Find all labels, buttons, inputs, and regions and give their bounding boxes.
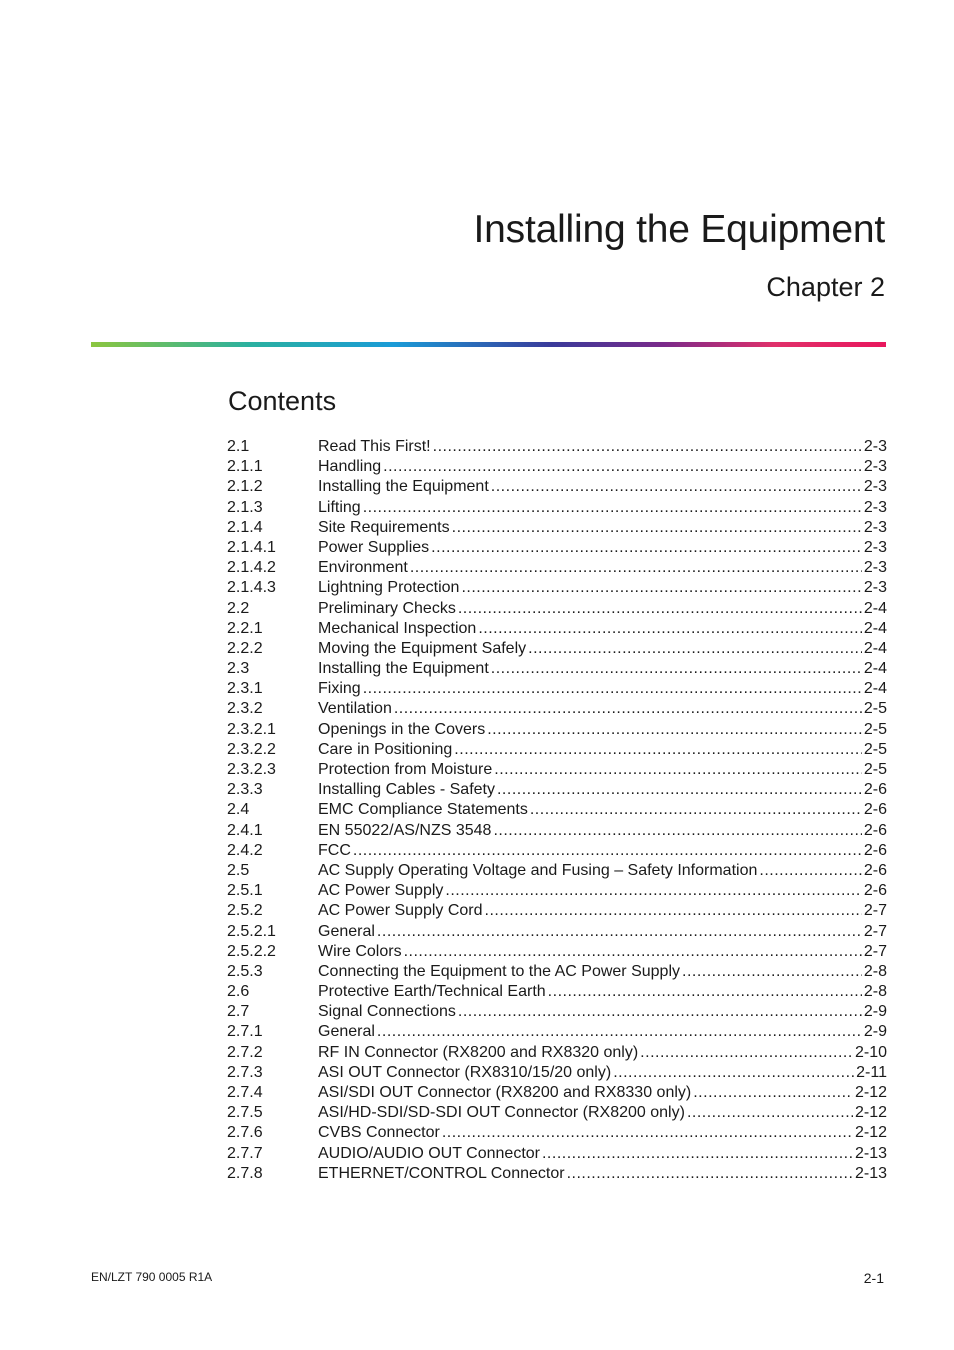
- toc-entry[interactable]: [227, 1144, 887, 1164]
- toc-entry-title: Moving the Equipment Safely: [318, 639, 527, 657]
- toc-entry-title: AC Power Supply Cord: [318, 902, 483, 920]
- toc-entry-page: 2-4: [863, 660, 887, 678]
- toc-dot-leader: [548, 982, 862, 1002]
- toc-entry-title: General: [318, 1023, 375, 1041]
- toc-entry-number: 2.3.2.3: [227, 761, 276, 778]
- toc-entry-title: ASI/HD-SDI/SD-SDI OUT Connector (RX8200 only): [318, 1104, 685, 1122]
- toc-entry-number: 2.1.3: [227, 498, 263, 516]
- toc-dot-leader: [494, 760, 862, 780]
- toc-entry-number: 2.2: [227, 599, 250, 617]
- toc-entry-title: Read This First!: [318, 438, 431, 455]
- toc-entry-title: Mechanical Inspection: [318, 619, 477, 637]
- toc-entry-title: Lifting: [318, 498, 361, 516]
- toc-entry-number: 2.3: [227, 660, 250, 678]
- toc-entry[interactable]: [227, 1164, 887, 1184]
- toc-dot-leader: [487, 720, 862, 740]
- toc-entry-page: 2-6: [863, 801, 887, 819]
- toc-entry-number: 2.5.2.2: [227, 942, 276, 960]
- toc-entry-number: 2.3.2.2: [227, 740, 276, 758]
- toc-entry-title: Protective Earth/Technical Earth: [318, 983, 546, 1001]
- toc-entry-page: 2-4: [863, 599, 887, 617]
- chapter-label: Chapter 2: [766, 272, 885, 302]
- toc-entry-page: 2-3: [863, 438, 887, 455]
- toc-entry-number: 2.7.1: [227, 1023, 263, 1041]
- toc-entry[interactable]: [227, 982, 887, 1002]
- page-title: Installing the Equipment: [473, 208, 885, 251]
- toc-entry-page: 2-4: [863, 680, 887, 698]
- toc-entry-title: Preliminary Checks: [318, 599, 456, 617]
- toc-entry-number: 2.7.6: [227, 1124, 263, 1142]
- toc-dot-leader: [454, 740, 862, 760]
- toc-dot-leader: [452, 518, 862, 538]
- toc-dot-leader: [542, 1144, 853, 1164]
- toc-entry[interactable]: [227, 437, 887, 457]
- toc-dot-leader: [458, 599, 862, 619]
- toc-dot-leader: [461, 578, 861, 598]
- toc-entry[interactable]: [227, 942, 887, 962]
- toc-entry-number: 2.6: [227, 983, 250, 1001]
- toc-entry-page: 2-12: [854, 1084, 887, 1101]
- toc-entry-title: AC Supply Operating Voltage and Fusing – Safety Information: [318, 861, 758, 879]
- toc-entry-number: 2.7.2: [227, 1043, 263, 1061]
- toc-entry-title: Signal Connections: [318, 1003, 456, 1021]
- toc-entry[interactable]: [227, 780, 887, 800]
- toc-dot-leader: [497, 780, 862, 800]
- toc-entry[interactable]: [227, 740, 887, 760]
- toc-entry[interactable]: [227, 720, 887, 740]
- toc-entry-number: 2.5.1: [227, 882, 263, 900]
- toc-entry[interactable]: [227, 477, 887, 497]
- toc-entry-number: 2.3.2.1: [227, 720, 276, 738]
- toc-entry[interactable]: [227, 1043, 887, 1063]
- toc-dot-leader: [613, 1063, 854, 1083]
- toc-entry-title: Installing the Equipment: [318, 660, 489, 678]
- toc-entry-title: Wire Colors: [318, 942, 402, 960]
- toc-entry-page: 2-7: [863, 902, 887, 920]
- toc-entry-title: Site Requirements: [318, 518, 450, 536]
- toc-dot-leader: [383, 457, 862, 477]
- toc-entry-page: 2-4: [863, 619, 887, 637]
- toc-entry-page: 2-7: [863, 922, 887, 940]
- toc-entry-title: General: [318, 922, 375, 940]
- document-number: EN/LZT 790 0005 R1A: [91, 1270, 213, 1284]
- toc-entry[interactable]: [227, 1083, 887, 1103]
- toc-dot-leader: [377, 922, 862, 942]
- toc-entry-number: 2.5.2.1: [227, 922, 276, 940]
- toc-dot-leader: [433, 437, 862, 457]
- toc-dot-leader: [377, 1022, 862, 1042]
- page-number: 2-1: [863, 1270, 884, 1286]
- toc-entry-page: 2-3: [863, 498, 887, 516]
- toc-entry[interactable]: [227, 1002, 887, 1022]
- toc-entry-page: 2-9: [863, 1023, 887, 1041]
- toc-entry-number: 2.2.1: [227, 619, 263, 637]
- toc-entry-number: 2.4.1: [227, 821, 263, 839]
- toc-entry-title: Lightning Protection: [318, 579, 460, 597]
- toc-entry[interactable]: [227, 821, 887, 841]
- toc-entry-page: 2-6: [863, 841, 887, 859]
- toc-entry-page: 2-6: [863, 821, 887, 839]
- toc-entry-number: 2.5.2: [227, 902, 263, 920]
- toc-entry[interactable]: [227, 962, 887, 982]
- toc-entry-number: 2.7.7: [227, 1144, 263, 1162]
- toc-entry[interactable]: [227, 659, 887, 679]
- toc-entry-number: 2.1.1: [227, 458, 263, 476]
- toc-entry-number: 2.7.5: [227, 1104, 263, 1122]
- toc-entry-title: Protection from Moisture: [318, 761, 493, 778]
- toc-entry-title: Fixing: [318, 680, 361, 698]
- toc-entry-title: ASI/SDI OUT Connector (RX8200 and RX8330 only): [318, 1084, 692, 1101]
- toc-entry[interactable]: [227, 1103, 887, 1123]
- toc-entry-title: Installing Cables - Safety: [318, 781, 495, 799]
- toc-dot-leader: [491, 477, 862, 497]
- toc-entry-number: 2.3.2: [227, 700, 263, 718]
- toc-dot-leader: [353, 841, 862, 861]
- toc-dot-leader: [640, 1043, 853, 1063]
- toc-entry-page: 2-5: [863, 700, 887, 718]
- toc-entry-page: 2-5: [863, 761, 887, 778]
- toc-entry-page: 2-3: [863, 559, 887, 577]
- toc-entry[interactable]: [227, 841, 887, 861]
- toc-entry-page: 2-5: [863, 720, 887, 738]
- toc-dot-leader: [759, 861, 862, 881]
- toc-entry[interactable]: [227, 699, 887, 719]
- toc-entry-page: 2-3: [863, 538, 887, 556]
- toc-entry-title: AC Power Supply: [318, 882, 444, 900]
- toc-entry-number: 2.7.4: [227, 1084, 263, 1101]
- toc-entry-title: FCC: [318, 841, 351, 859]
- toc-entry-page: 2-13: [854, 1144, 887, 1162]
- toc-entry[interactable]: [227, 498, 887, 518]
- toc-entry-title: Connecting the Equipment to the AC Power Supply: [318, 962, 680, 980]
- toc-entry-page: 2-5: [863, 740, 887, 758]
- toc-entry[interactable]: [227, 1063, 887, 1083]
- toc-entry-title: Installing the Equipment: [318, 478, 489, 496]
- toc-entry[interactable]: [227, 922, 887, 942]
- contents-heading: Contents: [228, 386, 337, 416]
- toc-entry[interactable]: [227, 619, 887, 639]
- toc-entry-title: AUDIO/AUDIO OUT Connector: [318, 1144, 540, 1162]
- toc-entry[interactable]: [227, 538, 887, 558]
- toc-entry-title: Openings in the Covers: [318, 720, 486, 738]
- toc-entry-title: Care in Positioning: [318, 740, 453, 758]
- toc-entry[interactable]: [227, 639, 887, 659]
- toc-entry-title: CVBS Connector: [318, 1124, 440, 1142]
- gradient-divider: [91, 342, 886, 347]
- toc-entry-number: 2.5.3: [227, 962, 263, 980]
- toc-entry[interactable]: [227, 518, 887, 538]
- toc-entry[interactable]: [227, 1123, 887, 1143]
- toc-dot-leader: [363, 498, 862, 518]
- toc-entry-page: 2-12: [854, 1124, 887, 1142]
- toc-entry-number: 2.1.4.3: [227, 579, 276, 597]
- toc-entry-page: 2-6: [863, 882, 887, 900]
- toc-entry-title: EMC Compliance Statements: [318, 801, 528, 819]
- toc-entry-number: 2.7.8: [227, 1164, 263, 1182]
- toc-entry-number: 2.3.3: [227, 781, 263, 799]
- toc-entry-number: 2.5: [227, 861, 250, 879]
- toc-entry-title: Handling: [318, 458, 382, 476]
- toc-entry-title: RF IN Connector (RX8200 and RX8320 only): [318, 1043, 639, 1061]
- toc-entry-number: 2.1: [227, 438, 250, 455]
- toc-dot-leader: [478, 619, 862, 639]
- toc-dot-leader: [442, 1123, 853, 1143]
- toc-entry-title: EN 55022/AS/NZS 3548: [318, 821, 492, 839]
- toc-dot-leader: [493, 821, 861, 841]
- toc-entry-number: 2.4: [227, 801, 250, 819]
- toc-dot-leader: [445, 881, 861, 901]
- toc-entry[interactable]: [227, 800, 887, 820]
- toc-entry-page: 2-10: [854, 1043, 887, 1061]
- toc-dot-leader: [682, 962, 862, 982]
- toc-entry[interactable]: [227, 881, 887, 901]
- toc-entry-number: 2.1.2: [227, 478, 263, 496]
- toc-entry-page: 2-4: [863, 639, 887, 657]
- toc-entry-page: 2-8: [863, 983, 887, 1001]
- toc-entry[interactable]: [227, 861, 887, 881]
- toc-entry-number: 2.4.2: [227, 841, 263, 859]
- toc-dot-leader: [431, 538, 862, 558]
- toc-entry-page: 2-12: [854, 1104, 887, 1122]
- toc-dot-leader: [394, 699, 862, 719]
- toc-entry-number: 2.3.1: [227, 680, 263, 698]
- toc-dot-leader: [404, 942, 862, 962]
- toc-entry[interactable]: [227, 1022, 887, 1042]
- toc-entry[interactable]: [227, 901, 887, 921]
- toc-entry-number: 2.1.4.2: [227, 559, 276, 577]
- toc-entry[interactable]: [227, 578, 887, 598]
- toc-entry[interactable]: [227, 457, 887, 477]
- toc-entry-page: 2-3: [863, 518, 887, 536]
- toc-entry-title: Power Supplies: [318, 538, 430, 556]
- toc-dot-leader: [530, 800, 862, 820]
- toc-dot-leader: [363, 679, 862, 699]
- toc-entry-page: 2-6: [863, 861, 887, 879]
- toc-entry[interactable]: [227, 679, 887, 699]
- toc-entry-page: 2-3: [863, 458, 887, 476]
- toc-entry-page: 2-8: [863, 962, 887, 980]
- toc-entry-page: 2-3: [863, 478, 887, 496]
- toc-entry-page: 2-7: [863, 942, 887, 960]
- toc-dot-leader: [458, 1002, 862, 1022]
- toc-entry[interactable]: [227, 760, 887, 780]
- toc-entry-title: Ventilation: [318, 700, 392, 718]
- toc-entry-number: 2.7.3: [227, 1063, 263, 1081]
- toc-entry-number: 2.1.4.1: [227, 538, 276, 556]
- toc-entry-number: 2.7: [227, 1003, 250, 1021]
- table-of-contents: [227, 437, 887, 1184]
- toc-entry[interactable]: [227, 558, 887, 578]
- toc-entry-title: ETHERNET/CONTROL Connector: [318, 1164, 565, 1182]
- toc-entry-number: 2.2.2: [227, 639, 263, 657]
- toc-dot-leader: [693, 1083, 853, 1103]
- toc-entry-page: 2-13: [854, 1164, 887, 1182]
- toc-dot-leader: [491, 659, 862, 679]
- toc-dot-leader: [485, 901, 862, 921]
- toc-entry-page: 2-3: [863, 579, 887, 597]
- toc-entry-page: 2-9: [863, 1003, 887, 1021]
- toc-entry-title: Environment: [318, 559, 408, 577]
- toc-dot-leader: [528, 639, 862, 659]
- toc-entry-number: 2.1.4: [227, 518, 263, 536]
- toc-dot-leader: [410, 558, 862, 578]
- toc-dot-leader: [687, 1103, 853, 1123]
- toc-entry-page: 2-6: [863, 781, 887, 799]
- toc-entry[interactable]: [227, 599, 887, 619]
- toc-entry-page: 2-11: [856, 1063, 887, 1081]
- toc-dot-leader: [567, 1164, 853, 1184]
- toc-entry-title: ASI OUT Connector (RX8310/15/20 only): [318, 1063, 612, 1081]
